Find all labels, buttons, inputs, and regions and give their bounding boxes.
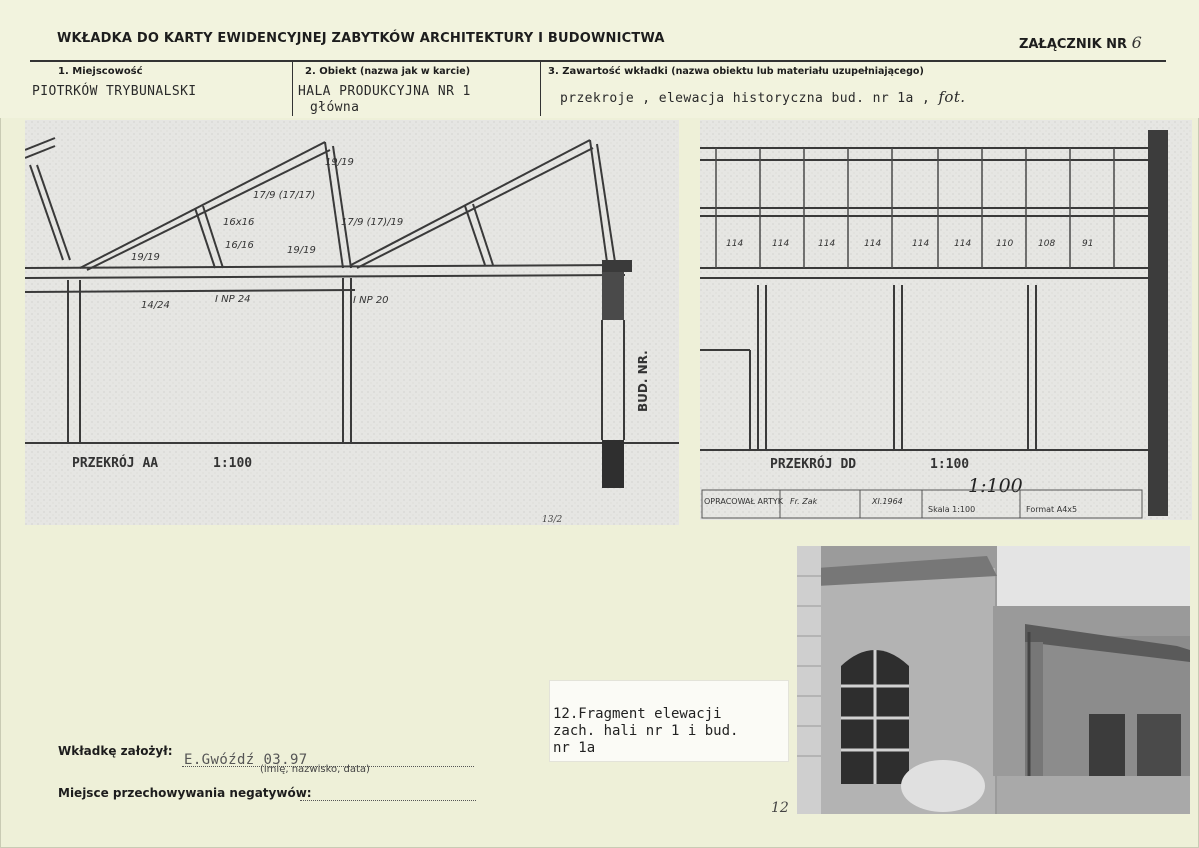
object-value-line1: HALA PRODUKCYJNA NR 1	[298, 84, 471, 99]
attachment-number	[1019, 33, 1142, 52]
section-dd-scale: 1:100	[930, 457, 970, 472]
attachment-label: ZAŁĄCZNIK NR	[1019, 37, 1128, 52]
height-label: 114	[772, 239, 790, 249]
dim-label: I NP 24	[215, 294, 251, 305]
height-label: 114	[818, 239, 836, 249]
created-by-value: E.Gwóźdź 03.97	[184, 752, 308, 768]
created-by-label: Wkładkę założył:	[58, 744, 173, 758]
dim-label: 19/19	[287, 245, 316, 256]
dim-label: 17/9 (17)/19	[341, 217, 404, 228]
section-aa-label: PRZEKRÓJ AA	[72, 456, 159, 471]
dim-label: 16/16	[225, 240, 254, 251]
object-value-line2: główna	[310, 100, 360, 115]
building-label: BUD. NR.	[636, 350, 650, 412]
height-label: 114	[954, 239, 972, 249]
building-photo	[797, 546, 1190, 814]
attachment-number-value: 6	[1131, 33, 1142, 52]
titleblock-field: Format A4x5	[1026, 505, 1078, 514]
height-label: 114	[726, 239, 744, 249]
header-rule	[30, 60, 1166, 62]
section-dd-label: PRZEKRÓJ DD	[770, 457, 857, 472]
dim-label: 14/24	[141, 300, 170, 311]
section-dd-drawing	[700, 120, 1192, 520]
created-by-hint: (imię, nazwisko, data)	[260, 764, 370, 775]
titleblock-field: Fr. Zak	[790, 497, 818, 506]
negatives-line	[300, 800, 476, 801]
column-divider-2	[540, 60, 541, 116]
height-label: 114	[912, 239, 930, 249]
photo-caption: 12.Fragment elewacji zach. hali nr 1 i bud. nr 1a	[553, 706, 739, 756]
col1-heading: 1. Miejscowość	[58, 66, 143, 77]
locality-value: PIOTRKÓW TRYBUNALSKI	[32, 84, 197, 99]
titleblock-field: XI.1964	[872, 497, 903, 506]
contents-hand-note: fot.	[938, 88, 966, 106]
section-aa-scale: 1:100	[213, 456, 253, 471]
form-title: WKŁADKA DO KARTY EWIDENCYJNEJ ZABYTKÓW ARCHITEKTURY I BUDOWNICTWA	[57, 31, 665, 46]
col2-heading: 2. Obiekt (nazwa jak w karcie)	[305, 66, 471, 77]
height-label: 108	[1038, 239, 1056, 249]
page-mark: 13/2	[542, 515, 563, 525]
dim-label: 19/19	[131, 252, 160, 263]
section-aa-drawing	[25, 120, 679, 525]
dim-label: I NP 20	[353, 295, 389, 306]
contents-value: przekroje , elewacja historyczna bud. nr 1a , fot.	[560, 88, 966, 106]
titleblock-field: OPRACOWAŁ ARTYK	[704, 497, 784, 506]
section-dd-scale-hand: 1:100	[968, 475, 1023, 497]
height-label: 91	[1082, 239, 1094, 249]
dim-label: 17/9 (17/17)	[253, 190, 316, 201]
titleblock-field: Skala 1:100	[928, 505, 976, 514]
dim-label: 19/19	[325, 157, 354, 168]
height-label: 110	[996, 239, 1014, 249]
photo-number: 12	[771, 800, 789, 816]
dim-label: 16x16	[223, 217, 255, 228]
column-divider-1	[292, 60, 293, 116]
col3-heading: 3. Zawartość wkładki (nazwa obiektu lub materiału uzupełniającego)	[548, 66, 924, 77]
height-label: 114	[864, 239, 882, 249]
negatives-label: Miejsce przechowywania negatywów:	[58, 786, 312, 800]
